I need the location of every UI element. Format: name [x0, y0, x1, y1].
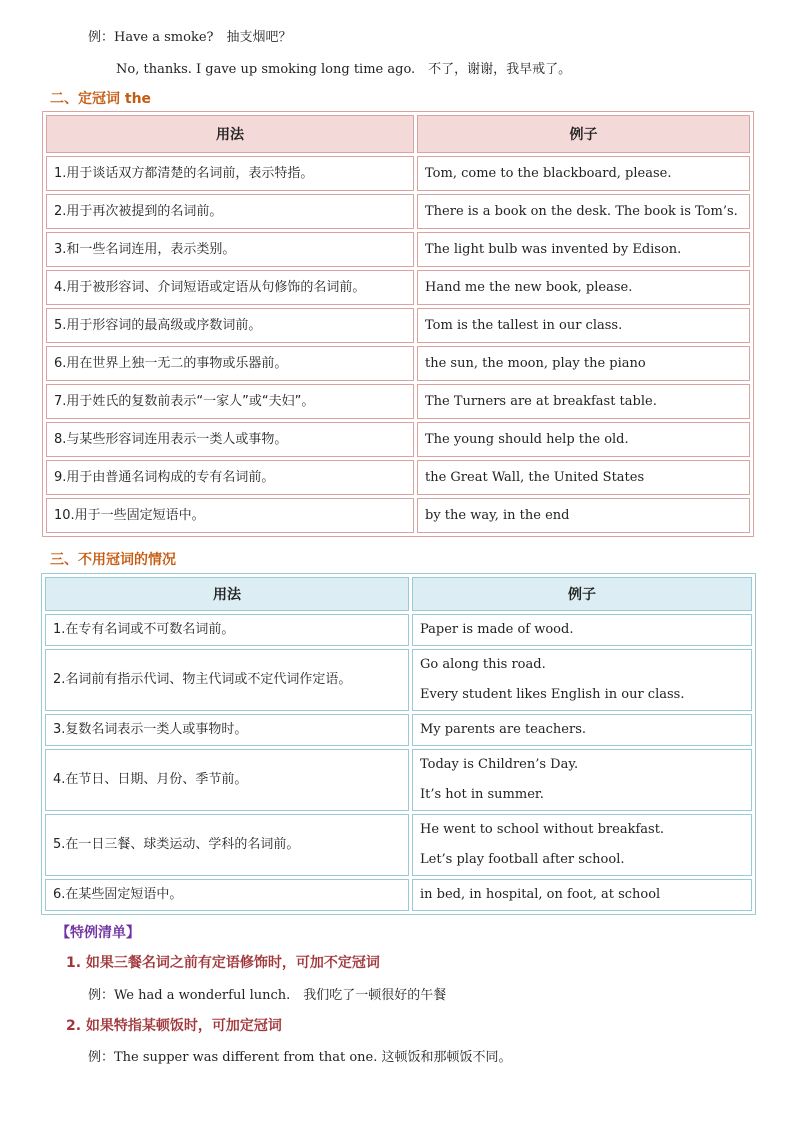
table-row [46, 498, 750, 533]
section3-title: 三、不用冠词的情况 [50, 552, 176, 568]
table-row [46, 460, 750, 495]
intro-example-line-2: No, thanks. I gave up smoking long time ago. 不了，谢谢，我早戒了。 [116, 62, 572, 77]
usage-cell: 5.在一日三餐、球类运动、学科的名词前。 [45, 814, 409, 876]
example-line: My parents are teachers. [420, 722, 586, 737]
table-row [45, 814, 752, 876]
no-article-table [41, 573, 756, 915]
header-example: 例子 [417, 115, 750, 153]
example-cell [412, 714, 752, 746]
special-cases-title: 【特例清单】 [56, 925, 140, 941]
example-line: in bed, in hospital, on foot, at school [420, 887, 661, 902]
usage-cell: 3.和一些名词连用，表示类别。 [46, 232, 414, 267]
example-cell [412, 649, 752, 711]
section2-title: 二、定冠词 the [50, 91, 152, 107]
table-row [46, 156, 750, 191]
example-line: Every student likes English in our class. [420, 687, 685, 702]
usage-cell: 4.在节日、日期、月份、季节前。 [45, 749, 409, 811]
table-header-row [45, 577, 752, 611]
example-line: He went to school without breakfast. [420, 822, 665, 837]
table-row [46, 308, 750, 343]
header-usage: 用法 [46, 115, 414, 153]
example-cell: The light bulb was invented by Edison. [417, 232, 750, 267]
table-row [46, 270, 750, 305]
example-cell: The young should help the old. [417, 422, 750, 457]
example-line: It’s hot in summer. [420, 787, 544, 802]
usage-cell: 5.用于形容词的最高级或序数词前。 [46, 308, 414, 343]
example-cell: Hand me the new book, please. [417, 270, 750, 305]
usage-cell: 8.与某些形容词连用表示一类人或事物。 [46, 422, 414, 457]
table-row [46, 384, 750, 419]
header-example: 例子 [412, 577, 752, 611]
special-item-2-example: 例：The supper was different from that one. 这顿饭和那顿饭不同。 [88, 1050, 512, 1065]
table-header-row [46, 115, 750, 153]
usage-cell: 10.用于一些固定短语中。 [46, 498, 414, 533]
usage-cell: 6.在某些固定短语中。 [45, 879, 409, 911]
example-cell: by the way, in the end [417, 498, 750, 533]
table-row [46, 346, 750, 381]
definite-article-table [42, 111, 754, 537]
example-line: Let’s play football after school. [420, 852, 625, 867]
special-item-1-example: 例：We had a wonderful lunch. 我们吃了一顿很好的午餐 [88, 988, 447, 1003]
example-cell: Tom is the tallest in our class. [417, 308, 750, 343]
table-row [45, 614, 752, 646]
table-row [45, 714, 752, 746]
usage-cell: 4.用于被形容词、介词短语或定语从句修饰的名词前。 [46, 270, 414, 305]
example-cell [412, 614, 752, 646]
table-row [46, 422, 750, 457]
example-cell: the sun, the moon, play the piano [417, 346, 750, 381]
table-row [46, 194, 750, 229]
table-row [45, 649, 752, 711]
header-usage: 用法 [45, 577, 409, 611]
example-line: Go along this road. [420, 657, 546, 672]
special-item-2-title: 2. 如果特指某顿饭时，可加定冠词 [66, 1018, 282, 1034]
usage-cell: 6.用在世界上独一无二的事物或乐器前。 [46, 346, 414, 381]
usage-cell: 2.名词前有指示代词、物主代词或不定代词作定语。 [45, 649, 409, 711]
example-cell: There is a book on the desk. The book is Tom’s. [417, 194, 750, 229]
usage-cell: 9.用于由普通名词构成的专有名词前。 [46, 460, 414, 495]
example-line: Today is Children’s Day. [420, 757, 579, 772]
usage-cell: 1.在专有名词或不可数名词前。 [45, 614, 409, 646]
example-line: Paper is made of wood. [420, 622, 574, 637]
table-row [46, 232, 750, 267]
table-row [45, 749, 752, 811]
usage-cell: 3.复数名词表示一类人或事物时。 [45, 714, 409, 746]
example-cell [412, 879, 752, 911]
example-cell [412, 749, 752, 811]
table-row [45, 879, 752, 911]
intro-example-line-1: 例：Have a smoke? 抽支烟吧？ [88, 30, 292, 45]
usage-cell: 2.用于再次被提到的名词前。 [46, 194, 414, 229]
usage-cell: 7.用于姓氏的复数前表示“一家人”或“夫妇”。 [46, 384, 414, 419]
example-cell [412, 814, 752, 876]
example-cell: The Turners are at breakfast table. [417, 384, 750, 419]
example-cell: Tom, come to the blackboard, please. [417, 156, 750, 191]
special-item-1-title: 1. 如果三餐名词之前有定语修饰时，可加不定冠词 [66, 955, 380, 971]
example-cell: the Great Wall, the United States [417, 460, 750, 495]
usage-cell: 1.用于谈话双方都清楚的名词前，表示特指。 [46, 156, 414, 191]
